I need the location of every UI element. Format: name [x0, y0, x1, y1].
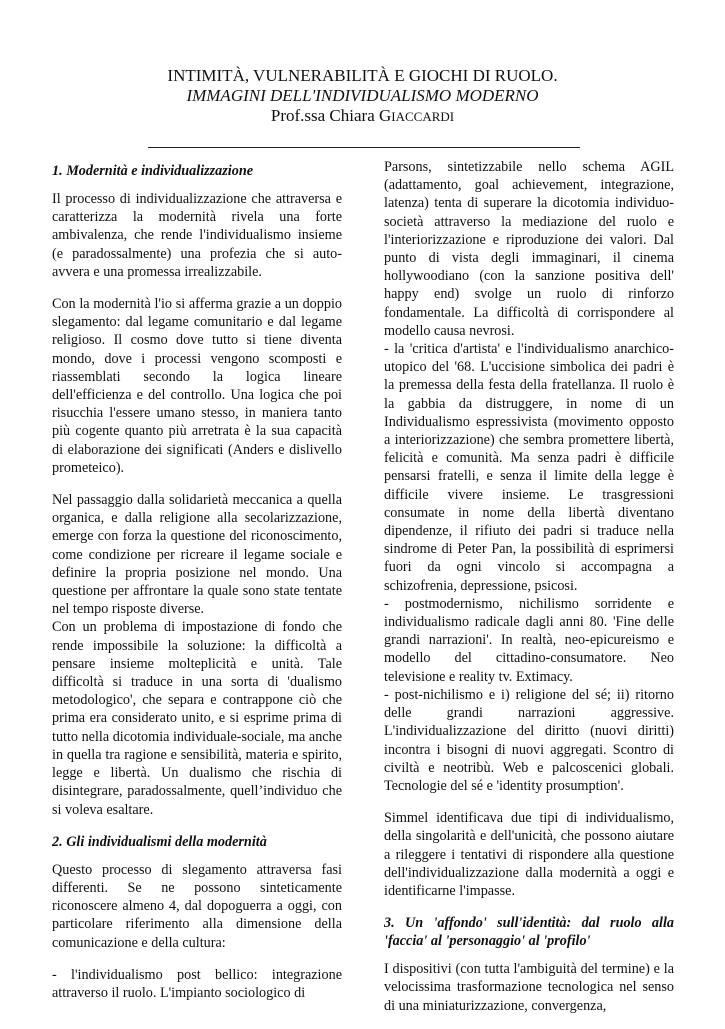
list-item: - la 'critica d'artista' e l'individualismo anarchico-utopico del '68. L'uccisione simbolica dei padri è la premessa della festa della fratellanza. Il ruolo è la gabbia da distruggere, in nome di un Individualismo espressivista (movimento opposto a interiorizzazione) che sembra promettere libertà, felicità e comunità. Ma senza padri è difficile pensarsi fratelli, e senza il limite della legge è difficile vivere insieme. Le trasgressioni consumate in nome della libertà diventano dipendenze, il rifiuto dei padri si traduce nella sindrome di Peter Pan, la possibilità di esprimersi fuori da ogni vincolo si accompagna a schizofrenia, depressione, psicosi. — [384, 341, 674, 594]
paragraph: Simmel identificava due tipi di individualismo, della singolarità e dell'unicità, che possono aiutare a rileggere i tentativi di rispondere alla questione dell'individualizzazione dalla modernità a oggi e identificarne l'impasse. — [384, 810, 674, 899]
section-3-heading: 3. Un 'affondo' sull'identità: dal ruolo alla 'faccia' al 'personaggio' al 'profilo' — [384, 915, 674, 950]
left-column — [52, 158, 342, 1016]
paragraph: Nel passaggio dalla solidarietà meccanica a quella organica, e dalla religione alla secolarizzazione, emerge con forza la questione del riconoscimento, come condizione per ricreare il legame sociale e definire la propria posizione nel mondo. Una questione per affrontare la quale sono state tentate nel tempo risposte diverse. — [52, 492, 342, 618]
list-item: - post-nichilismo e i) religione del sé; ii) ritorno delle grandi narrazioni aggressive. L'individualizzazione del diritto (nuovi diritti) incontra i bisogni di nuovi aggregati. Scontro di civiltà e neotribù. Web e palcoscenici globali. Tecnologie del sé e 'identity prosumption'. — [384, 686, 674, 794]
author-surname-smallcaps: IACCARDI — [391, 109, 455, 124]
paragraph: Con la modernità l'io si afferma grazie a un doppio slegamento: dal legame comunitario e dal legame religioso. Il cosmo dove tutto si tiene diventa mondo, dove i processi vengono scomposti e riassemblati secondo la logica lineare dell'efficienza e del controllo. Una logica che poi risucchia l'essere umano stesso, in maniera tanto più cogente quanto più arretrata è la sua capacità di elaborazione dei significati (Anders e dislivello prometeico). — [52, 296, 342, 476]
document-title: INTIMITÀ, VULNERABILITÀ E GIOCHI DI RUOLO. — [167, 66, 558, 85]
author-line — [0, 106, 725, 127]
document-header — [0, 66, 725, 127]
paragraph: Il processo di individualizzazione che attraversa e caratterizza la modernità rivela una forte ambivalenza, che rende l'individualismo insieme (e paradossalmente) una profezia che si auto-avvera e una promessa irrealizzabile. — [52, 191, 342, 280]
section-1-heading: 1. Modernità e individualizzazione — [52, 163, 254, 179]
paragraph: Parsons, sintetizzabile nello schema AGIL (adattamento, goal achievement, integrazione, latenza) tenta di superare la dicotomia individuo-società attraverso la mediazione del ruolo e l'interiorizzazione e riproduzione dei valori. Dal punto di vista degli immaginari, il cinema hollywoodiano (con la sanzione positiva dell' happy end) svolge un ruolo di rinforzo fondamentale. La difficoltà di corrispondere al modello causa nevrosi. — [384, 159, 674, 339]
document-subtitle: IMMAGINI DELL'INDIVIDUALISMO MODERNO — [186, 86, 539, 105]
right-column — [384, 158, 674, 1029]
author-name: Prof.ssa Chiara G — [270, 106, 392, 125]
header-divider — [148, 147, 580, 148]
paragraph: Questo processo di slegamento attraversa fasi differenti. Se ne possono sinteticamente riconoscere almeno 4, dal dopoguerra a oggi, con particolare riferimento alla dimensione della comunicazione e della cultura: — [52, 861, 342, 951]
paragraph: I dispositivi (con tutta l'ambiguità del termine) e la velocissima trasformazione tecnologica nel senso di una miniaturizzazione, convergenza, — [384, 961, 674, 1014]
paragraph: Con un problema di impostazione di fondo che rende impossibile la soluzione: la difficoltà a pensare insieme molteplicità e unità. Tale difficoltà si traduce in una sorta di 'dualismo metodologico', che separa e contrappone ciò che prima era considerato unito, e si esprime prima di tutto nella dicotomia individuale-sociale, ma anche in quella tra ragione e sensibilità, materia e spirito, legge e libertà. Un dualismo che rischia di disintegrare, paradossalmente, quell’individuo che si voleva esaltare. — [52, 619, 342, 818]
list-item: - postmodernismo, nichilismo sorridente e individualismo radicale dagli anni 80. 'Fine delle grandi narrazioni'. In realtà, neo-epicureismo e modello del cittadino-consumatore. Neo televisione e reality tv. Extimacy. — [384, 595, 674, 685]
paragraph: - l'individualismo post bellico: integrazione attraverso il ruolo. L'impianto sociologico di — [52, 966, 342, 1001]
section-2-heading: 2. Gli individualismi della modernità — [52, 833, 267, 850]
